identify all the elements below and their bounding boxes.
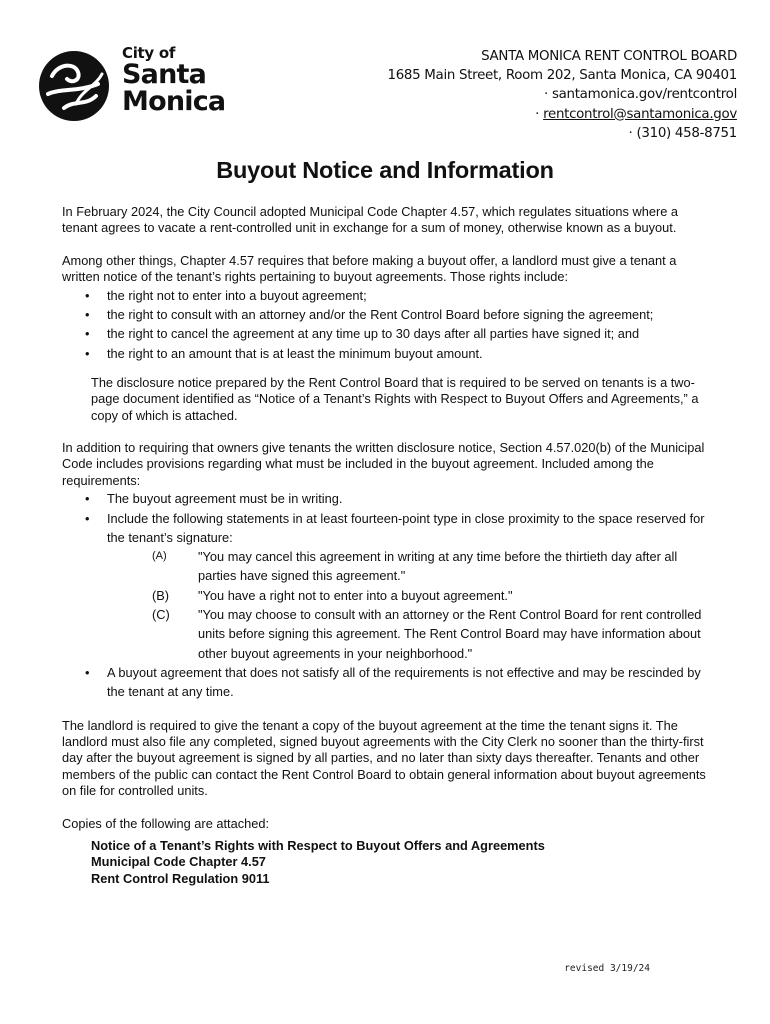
- attachment-item: Rent Control Regulation 9011: [91, 870, 270, 886]
- header-email-prefix: ·: [535, 106, 544, 122]
- list-item: • the right not to enter into a buyout agreement;: [62, 286, 712, 305]
- landlord-paragraph: The landlord is required to give the tenant a copy of the buyout agreement at the time the tenant signs it. The landlord must also file any completed, signed buyout agreements with the City Clerk no sooner than the thirty-first day after the buyout agreement is signed by all parties, and no later than sixty days thereafter. Tenants and other members of the public can contact the Rent Control Board to obtain general information about buyout agreements on file for controlled units.: [62, 717, 706, 799]
- header-website-link[interactable]: · santamonica.gov/rentcontrol: [544, 87, 737, 103]
- statement-marker: (B): [152, 587, 170, 603]
- rights-intro-paragraph: Among other things, Chapter 4.57 requires that before making a buyout offer, a landlord must give a tenant a written notice of the tenant’s rights pertaining to buyout agreements. Those rights include:: [62, 252, 677, 285]
- logo-name-line2: Monica: [122, 86, 226, 117]
- requirements-list-continued: [62, 663, 712, 702]
- list-item: • the right to an amount that is at least the minimum buyout amount.: [62, 344, 712, 363]
- document-body: [62, 204, 712, 887]
- disclosure-paragraph: The disclosure notice prepared by the Rent Control Board that is required to be served on tenants is a two-page document identified as “Notice of a Tenant’s Rights with Respect to Buyout Offers and Agreements,” a copy of which is attached.: [91, 374, 699, 423]
- copies-intro: Copies of the following are attached:: [62, 815, 270, 831]
- page-title: Buyout Notice and Information: [216, 157, 554, 183]
- list-item: • The buyout agreement must be in writing.: [62, 489, 712, 508]
- bullet: •: [85, 345, 90, 361]
- header-email-line: [387, 105, 737, 124]
- bullet: •: [85, 306, 90, 322]
- list-item: • A buyout agreement that does not satisfy all of the requirements is not effective and may be rescinded by the tenant at any time.: [85, 664, 701, 700]
- statement-item: (A) "You may cancel this agreement in writing at any time before the thirtieth day after all parties have signed this agreement.": [152, 549, 678, 584]
- attachment-item: Notice of a Tenant’s Rights with Respect to Buyout Offers and Agreements: [91, 837, 545, 853]
- statements-list: [62, 547, 712, 663]
- bullet: •: [85, 326, 90, 342]
- statement-marker: (A): [152, 550, 167, 563]
- requirements-intro-paragraph: In addition to requiring that owners give tenants the written disclosure notice, Section 4.57.020(b) of the Municipal Code includes provisions regarding what must be included in the buyout agreement. Included among the requirements:: [62, 440, 705, 488]
- city-logo: [38, 46, 238, 126]
- bullet: •: [85, 664, 90, 680]
- city-seal-icon: [38, 48, 110, 124]
- list-item: • Include the following statements in at least fourteen-point type in close proximity to the space reserved for the tenant’s signature:: [85, 510, 705, 545]
- intro-paragraph: In February 2024, the City Council adopted Municipal Code Chapter 4.57, which regulates situations where a tenant agrees to vacate a rent-controlled unit in exchange for a sum of money, otherwise known as a buyout.: [62, 204, 679, 236]
- attachments-list: [91, 838, 712, 887]
- statement-marker: (C): [152, 607, 170, 623]
- header-address: 1685 Main Street, Room 202, Santa Monica, CA 90401: [387, 68, 737, 84]
- header-phone: · (310) 458-8751: [628, 125, 737, 141]
- statement-item: (B) "You have a right not to enter into a buyout agreement.": [62, 586, 712, 605]
- bullet: •: [85, 510, 90, 526]
- bullet: •: [85, 491, 90, 507]
- logo-city-of: City of: [122, 44, 176, 62]
- bullet: •: [85, 287, 90, 303]
- requirements-list: [62, 489, 712, 547]
- attachment-item: Municipal Code Chapter 4.57: [91, 854, 266, 870]
- list-item: • the right to consult with an attorney and/or the Rent Control Board before signing the agreement;: [62, 305, 712, 324]
- list-item: • the right to cancel the agreement at any time up to 30 days after all parties have signed it; and: [62, 324, 712, 343]
- header-org: SANTA MONICA RENT CONTROL BOARD: [481, 49, 737, 64]
- header-contact: [387, 47, 737, 143]
- rights-list: [62, 286, 712, 363]
- header-email-link[interactable]: rentcontrol@santamonica.gov: [543, 106, 737, 122]
- revision-date: revised 3/19/24: [564, 963, 650, 974]
- logo-name-line1: Santa: [122, 59, 207, 90]
- statement-item: (C) "You may choose to consult with an attorney or the Rent Control Board for rent controlled units before signing this agreement. The Rent Control Board may have information about other buyout agreements in your neighborhood.": [152, 607, 702, 661]
